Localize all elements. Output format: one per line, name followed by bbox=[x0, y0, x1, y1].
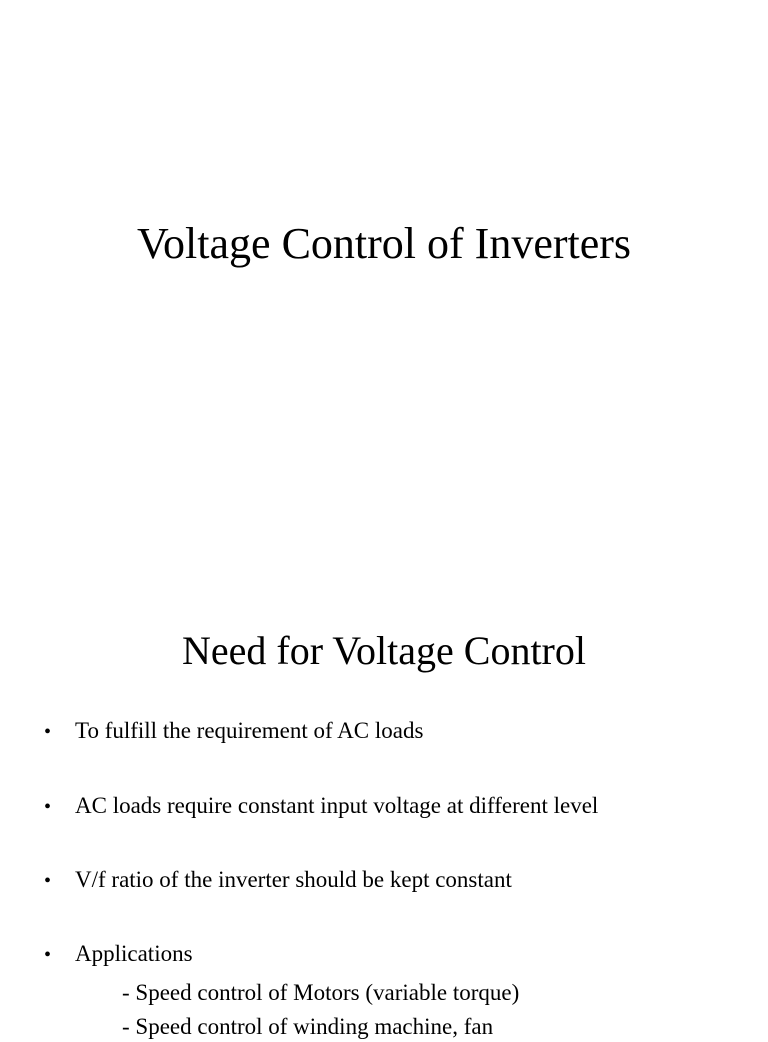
bullet-item bbox=[44, 865, 512, 896]
slide-2 bbox=[0, 576, 768, 1039]
bullet-icon: • bbox=[44, 796, 52, 818]
bullet-text: V/f ratio of the inverter should be kept constant bbox=[75, 867, 512, 892]
sub-item: - Speed control of Motors (variable torque) bbox=[122, 980, 520, 1005]
bullet-item bbox=[44, 791, 598, 822]
sub-item: - Speed control of winding machine, fan bbox=[122, 1014, 494, 1039]
bullet-icon: • bbox=[44, 944, 52, 966]
bullet-icon: • bbox=[44, 870, 52, 892]
bullet-item bbox=[44, 939, 193, 970]
slide-title: Voltage Control of Inverters bbox=[136, 219, 632, 268]
slide-title: Need for Voltage Control bbox=[181, 628, 586, 673]
bullet-text: To fulfill the requirement of AC loads bbox=[75, 718, 424, 743]
bullet-text: AC loads require constant input voltage at different level bbox=[75, 793, 599, 818]
bullet-item bbox=[44, 716, 423, 747]
bullet-text: Applications bbox=[75, 941, 193, 966]
bullet-icon: • bbox=[44, 721, 52, 743]
bullet-list bbox=[0, 576, 768, 1039]
